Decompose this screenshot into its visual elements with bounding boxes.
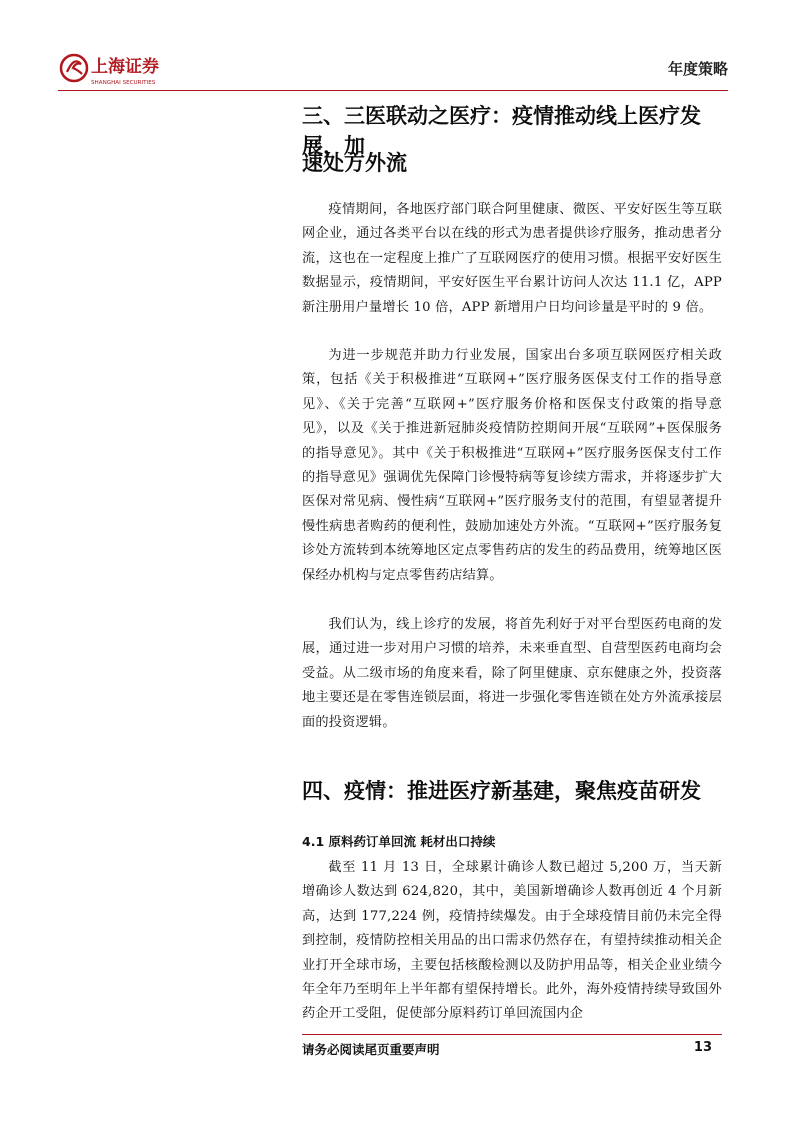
shanghai-securities-logo bbox=[58, 50, 170, 88]
disclaimer-note: 请务必阅读尾页重要声明 bbox=[302, 1042, 440, 1057]
footer-divider bbox=[302, 1034, 722, 1035]
section-3-paragraph-3: 我们认为，线上诊疗的发展，将首先利好于对平台型医药电商的发展，通过进一步对用户习惯的培养，未来垂直型、自营型医药电商均会受益。从二级市场的角度来看，除了阿里健康、京东健康之外，投资落地主要还是在零售连锁层面，将进一步强化零售连锁在处方外流承接层面的投资逻辑。 bbox=[302, 617, 722, 730]
report-type-label: 年度策略 bbox=[667, 60, 728, 78]
logo-text: 上海证券 bbox=[91, 57, 159, 77]
header-divider bbox=[58, 90, 728, 91]
logo-subtext: SHANGHAI SECURITIES bbox=[91, 80, 156, 86]
subsection-4-1-title: 4.1 原料药订单回流 耗材出口持续 bbox=[302, 834, 496, 849]
section-3-paragraph-1: 疫情期间，各地医疗部门联合阿里健康、微医、平安好医生等互联网企业，通过各类平台以在线的形式为患者提供诊疗服务，推动患者分流，这也在一定程度上推广了互联网医疗的使用习惯。根据平安好医生数据显示，疫情期间，平安好医生平台累计访问人次达 11.1 亿，APP 新注册用户量增长 10 倍，APP 新增用户日均问诊量是平时的 9 倍。 bbox=[302, 202, 722, 315]
section-3-paragraph-2: 为进一步规范并助力行业发展，国家出台多项互联网医疗相关政策，包括《关于积极推进“互联网+”医疗服务医保支付工作的指导意见》、《关于完善“互联网+”医疗服务价格和医保支付政策的指导意见》，以及《关于推进新冠肺炎疫情防控期间开展“互联网”+医保服务的指导意见》。其中《关于积极推进“互联网+”医疗服务医保支付工作的指导意见》强调优先保障门诊慢特病等复诊续方需求，并将逐步扩大医保对常见病、慢性病“互联网+”医疗服务支付的范围，有望显著提升慢性病患者购药的便利性，鼓励加速处方外流。“互联网+”医疗服务复诊处方流转到本统筹地区定点零售药店的发生的药品费用，统筹地区医保经办机构与定点零售药店结算。 bbox=[302, 348, 722, 583]
section-3-title-line-2: 速处方外流 bbox=[302, 151, 407, 175]
page-header bbox=[58, 50, 728, 92]
page-number: 13 bbox=[693, 1040, 712, 1055]
section-3-title-line-1: 三、三医联动之医疗：疫情推动线上医疗发展，加 bbox=[302, 104, 701, 158]
section-4-title: 四、疫情：推进医疗新基建，聚焦疫苗研发 bbox=[302, 779, 701, 803]
section-4-paragraph-1: 截至 11 月 13 日，全球累计确诊人数已超过 5,200 万，当天新增确诊人数达到 624,820，其中，美国新增确诊人数再创近 4 个月新高，达到 177,224 例，疫情持续爆发。由于全球疫情目前仍未完全得到控制，疫情防控相关用品的出口需求仍然存在，有望持续推动相关企业打开全球市场，主要包括核酸检测以及防护用品等，相关企业业绩今年全年乃至明年上半年都有望保持增长。此外，海外疫情持续导致国外药企开工受阻，促使部分原料药订单回流国内企 bbox=[302, 860, 722, 1022]
